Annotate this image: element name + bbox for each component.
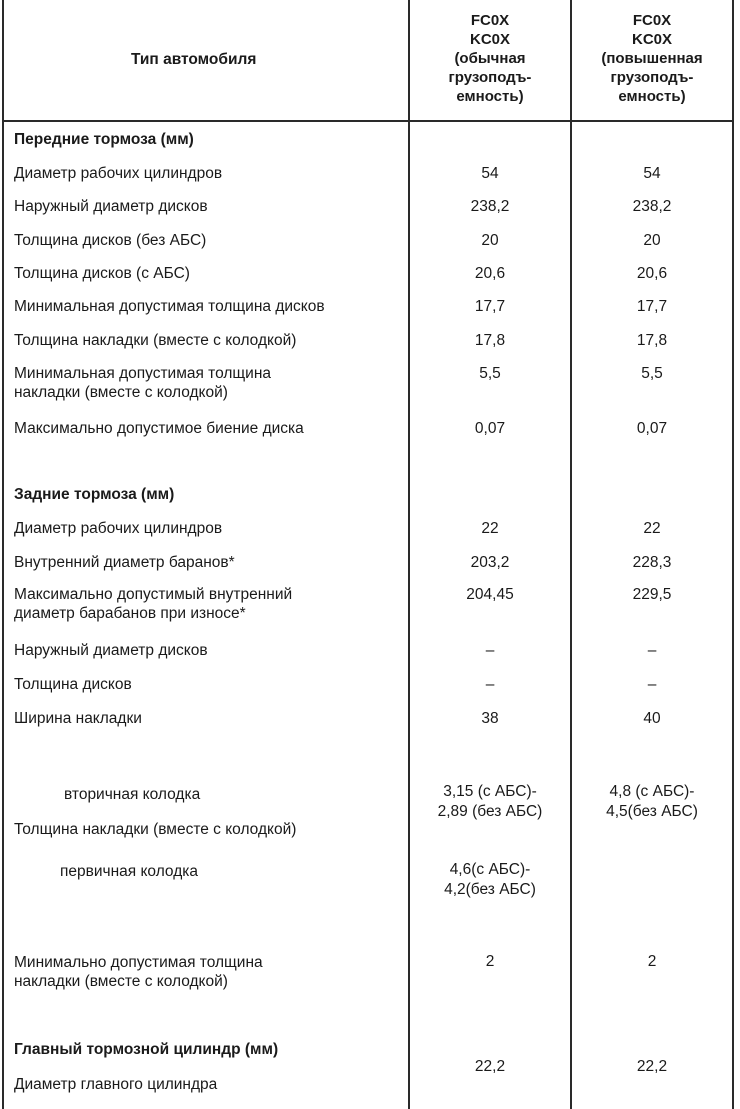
front-row-value-1: 17,7 [474,298,506,315]
front-row-value-2: 54 [643,165,661,182]
secondary-shoe-value-1: 3,15 (с АБС)- 2,89 (без АБС) [437,783,543,820]
front-row-value-2: 17,7 [636,298,668,315]
rear-row-label: Максимально допустимый внутренний диаметр барабанов при износе* [14,586,293,622]
rear-row-value-2: 40 [643,710,661,727]
min-lining-value-2: 2 [647,953,657,970]
header-label: Тип автомобиля [131,51,257,68]
lining-thickness-label: Толщина накладки (вместе с колодкой) [14,821,297,838]
rear-row-value-1: 22 [481,520,499,537]
secondary-shoe-label: вторичная колодка [64,786,201,803]
front-row-label: Толщина дисков (с АБС) [14,265,190,282]
front-section-title: Передние тормоза (мм) [14,131,194,148]
front-row-value-1: 238,2 [470,198,510,215]
front-row-label: Толщина дисков (без АБС) [14,232,207,249]
header-col-2: FC0X KC0X (повышенная грузоподъ- емность) [601,12,703,105]
table-border-right [732,0,734,1109]
table-border-left [2,0,4,1109]
front-row-value-2: 17,8 [636,332,668,349]
front-row-label: Максимально допустимое биение диска [14,420,304,437]
front-row-value-2: 5,5 [641,365,663,382]
rear-section-title: Задние тормоза (мм) [14,486,175,503]
front-row-value-2: 20,6 [636,265,668,282]
front-row-label: Наружный диаметр дисков [14,198,208,215]
front-row-value-2: 238,2 [632,198,672,215]
rear-row-label: Внутренний диаметр баранов* [14,554,235,571]
header-divider [2,120,734,122]
min-lining-value-1: 2 [485,953,495,970]
master-row-value-1: 22,2 [474,1058,506,1075]
rear-row-value-1: 38 [481,710,499,727]
rear-row-value-2: – [647,676,657,693]
front-row-label: Минимальная допустимая толщина дисков [14,298,325,315]
rear-row-value-2: – [647,642,657,659]
rear-row-value-1: – [485,642,495,659]
rear-row-value-2: 22 [643,520,661,537]
rear-row-value-1: – [485,676,495,693]
header-col-1: FC0X KC0X (обычная грузоподъ- емность) [448,12,532,105]
front-row-value-2: 20 [643,232,661,249]
rear-row-value-1: 203,2 [470,554,510,571]
front-row-value-1: 54 [481,165,499,182]
front-row-value-1: 0,07 [474,420,506,437]
front-row-label: Минимальная допустимая толщина накладки (вместе с колодкой) [14,365,272,401]
min-lining-label: Минимально допустимая толщина накладки (вместе с колодкой) [14,954,263,990]
primary-shoe-value-1: 4,6(с АБС)- 4,2(без АБС) [444,861,536,898]
front-row-label: Толщина накладки (вместе с колодкой) [14,332,297,349]
master-row-value-2: 22,2 [636,1058,668,1075]
front-row-value-1: 20 [481,232,499,249]
front-row-label: Диаметр рабочих цилиндров [14,165,223,182]
front-row-value-1: 5,5 [479,365,501,382]
rear-row-value-1: 204,45 [466,586,514,603]
front-row-value-1: 17,8 [474,332,506,349]
rear-row-label: Диаметр рабочих цилиндров [14,520,223,537]
front-row-value-2: 0,07 [636,420,668,437]
rear-row-label: Толщина дисков [14,676,132,693]
rear-row-value-2: 228,3 [632,554,672,571]
master-row-label: Диаметр главного цилиндра [14,1076,218,1093]
front-row-value-1: 20,6 [474,265,506,282]
secondary-shoe-value-2: 4,8 (с АБС)- 4,5(без АБС) [606,783,698,820]
primary-shoe-label: первичная колодка [60,863,199,880]
rear-row-label: Наружный диаметр дисков [14,642,208,659]
master-section-title: Главный тормозной цилиндр (мм) [14,1041,279,1058]
rear-row-label: Ширина накладки [14,710,142,727]
rear-row-value-2: 229,5 [632,586,672,603]
